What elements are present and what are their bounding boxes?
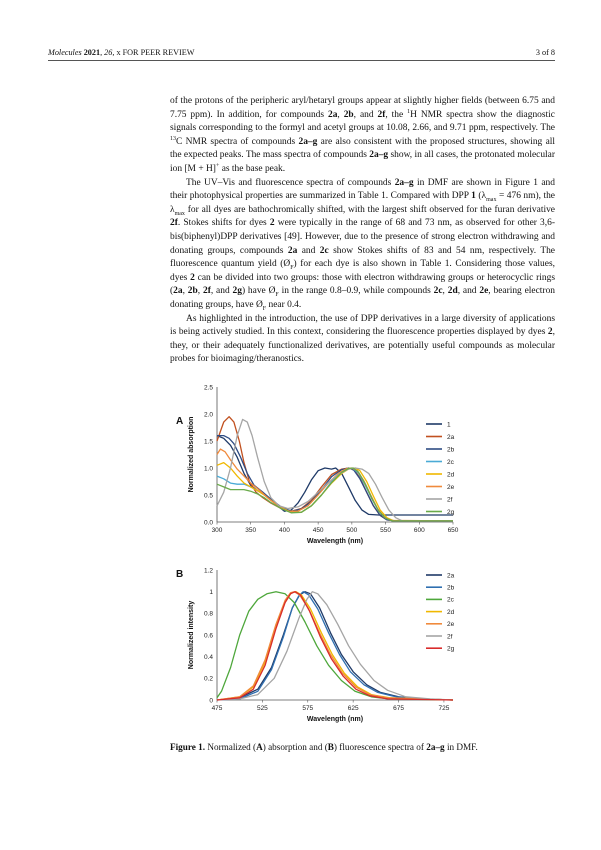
x-tick-label: 500	[346, 527, 358, 534]
x-tick-label: 725	[438, 705, 450, 712]
legend-label-2g: 2g	[447, 508, 455, 516]
x-tick-label: 650	[447, 527, 459, 534]
legend-label-2a: 2a	[447, 433, 455, 441]
legend-label-2g: 2g	[447, 645, 455, 653]
y-tick-label: 2.0	[203, 411, 213, 419]
fluorescence-chart	[180, 564, 480, 734]
page-number: 3 of 8	[535, 48, 555, 57]
paragraph-1: of the protons of the peripheric aryl/hetaryl groups appear at slightly higher fields (between 6.75 and 7.75 ppm). In addition, for compounds 2a, 2b, and 2f, the $^1$H NMR spectra show the diagnostic signals corresponding to the formyl and acetyl groups at 10.08, 2.66, and 9.71 ppm, respectively. The $^{13}$C NMR spectra of compounds 2a–g are also consistent with the proposed structures, showing all the expected peaks. The mass spectra of compounds 2a–g show, in all cases, the protonated molecular ion [M + H]+ as the base peak.	[170, 96, 555, 174]
x-tick-label: 600	[413, 527, 425, 534]
y-tick-label: 2.5	[203, 384, 213, 392]
legend-label-2d: 2d	[447, 471, 455, 479]
y-tick-label: 1.2	[203, 567, 213, 575]
y-tick-label: 1.5	[203, 438, 213, 446]
legend-label-2a: 2a	[447, 572, 455, 580]
absorption-chart	[180, 380, 480, 560]
y-tick-label: 0.6	[203, 632, 213, 640]
legend-label-2e: 2e	[447, 483, 455, 491]
header-rule	[48, 60, 555, 61]
legend-label-2f: 2f	[447, 496, 453, 504]
y-tick-label: 1	[209, 588, 213, 596]
y-tick-label: 0.2	[203, 675, 213, 683]
x-tick-label: 550	[380, 527, 392, 534]
legend-label-2f: 2f	[447, 633, 453, 641]
legend-label-2d: 2d	[447, 608, 455, 616]
series-line-2e	[217, 449, 453, 521]
x-tick-label: 350	[245, 527, 257, 534]
x-tick-label: 400	[278, 527, 290, 534]
x-axis-title: Wavelength (nm)	[306, 538, 364, 545]
journal-volume: 26	[104, 48, 113, 57]
y-tick-label: 0	[209, 697, 213, 705]
figure-caption: Figure 1. Normalized (A) absorption and (B) fluorescence spectra of 2a–g in DMF.	[170, 742, 478, 752]
x-tick-label: 625	[347, 705, 359, 712]
x-tick-label: 300	[211, 527, 223, 534]
paragraph-3: As highlighted in the introduction, the use of DPP derivatives in a large diversity of applications is being actively studied. In this context, considering the fluorescence properties displayed by dyes 2, they, or their adequately functionalized derivatives, are potentially useful compounds as molecular probes for bioimaging/theranostics.	[170, 313, 555, 365]
journal-year: 2021	[83, 48, 101, 57]
y-tick-label: 0.8	[203, 610, 213, 618]
legend-label-2b: 2b	[447, 584, 455, 592]
journal-rest: , x FOR PEER REVIEW	[112, 48, 195, 57]
x-axis-title: Wavelength (nm)	[306, 716, 364, 723]
series-line-2f	[217, 419, 453, 521]
x-tick-label: 450	[312, 527, 324, 534]
y-tick-label: 1.0	[203, 465, 213, 473]
legend-label-2c: 2c	[447, 596, 454, 604]
body-text	[170, 95, 555, 367]
paragraph-2: The UV–Vis and fluorescence spectra of compounds 2a–g in DMF are shown in Figure 1 and their photophysical properties are summarized in Table 1. Compared with DPP 1 ($\lambda_{max} = 476$ nm), the $\lambda_{max}$ for all dyes are bathochromically shifted, with the largest shift observed for the furan derivative 2f. Stokes shifts for dyes 2 were typically in the range of 68 and 73 nm, as observed for other 3,6-bis(biphenyl)DPP derivatives [49]. However, due to the presence of strong electron withdrawing and donating groups, compounds 2a and 2c show Stokes shifts of 83 and 54 nm, respectively. The fluorescence quantum yield $(Ø_F)$ for each dye is also shown in Table 1. Considering those values, dyes 2 can be divided into two groups: those with electron withdrawing groups or heterocyclic rings (2a, 2b, 2f, and 2g) have $Ø_F$ in the range 0.8–0.9, while compounds 2c, 2d, and 2e, bearing electron donating groups, have $Ø_F$ near 0.4.	[170, 177, 556, 312]
y-axis-title: Normalized absorption	[188, 416, 195, 493]
x-tick-label: 575	[302, 705, 314, 712]
x-tick-label: 675	[393, 705, 404, 712]
y-tick-label: 0.0	[203, 519, 213, 527]
x-tick-label: 525	[256, 705, 268, 712]
legend-label-2e: 2e	[447, 621, 455, 629]
journal-citation: Molecules 2021, 26, x FOR PEER REVIEW	[48, 48, 195, 57]
running-header	[48, 48, 555, 57]
legend-label-2c: 2c	[447, 458, 454, 466]
panel-b-letter: B	[176, 569, 184, 580]
legend-label-2b: 2b	[447, 446, 455, 454]
panel-a-letter: A	[176, 416, 184, 427]
x-tick-label: 475	[211, 705, 223, 712]
y-axis-title: Normalized intensity	[188, 600, 195, 670]
journal-name: Molecules	[48, 48, 82, 57]
y-tick-label: 0.5	[203, 492, 213, 500]
series-line-2b	[217, 592, 453, 700]
legend-label-1: 1	[447, 421, 451, 429]
y-tick-label: 0.4	[203, 653, 213, 661]
